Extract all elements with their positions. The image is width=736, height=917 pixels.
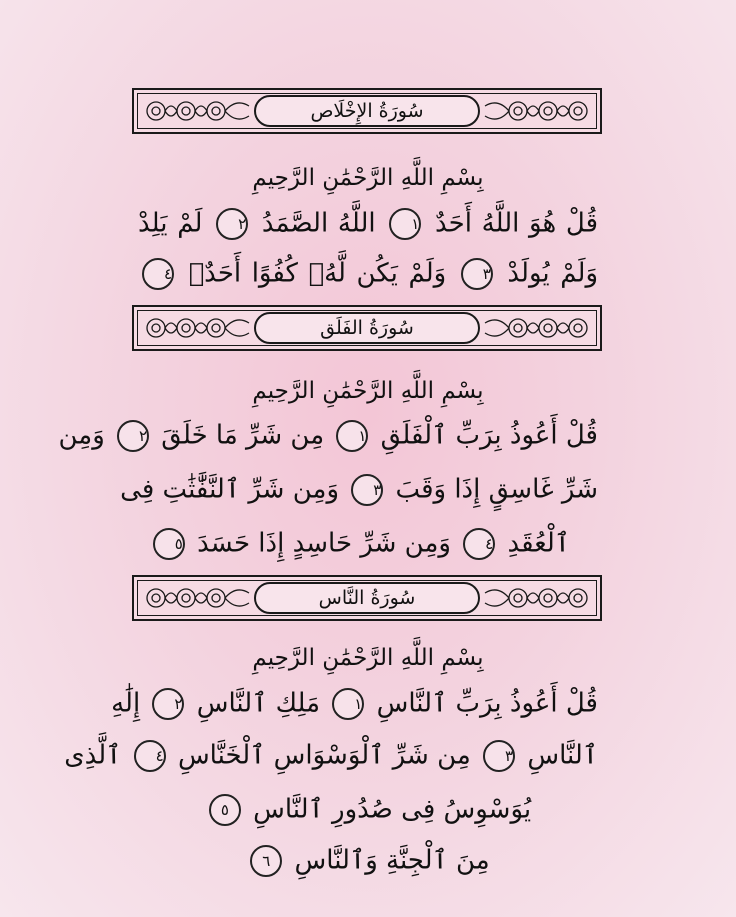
verse-line xyxy=(170,528,570,560)
verse-line xyxy=(138,845,598,877)
verse-text: وَلَمْ يَكُن لَّهُۥ كُفُوًا أَحَدٌۢ xyxy=(188,258,447,289)
verse-text: مِنَ ٱلْجِنَّةِ وَٱلنَّاسِ xyxy=(294,845,490,876)
verse-text: اللَّهُ الصَّمَدُ xyxy=(261,208,376,239)
surah-title-cartouche xyxy=(254,312,480,344)
verse-text: مِن شَرِّ ٱلْوَسْوَاسِ ٱلْخَنَّاسِ xyxy=(177,740,471,771)
surah-title-cartouche xyxy=(254,582,480,614)
verse-number-marker: ٣ xyxy=(461,258,493,290)
verse-text: قُلْ أَعُوذُ بِرَبِّ ٱلنَّاسِ xyxy=(376,688,598,719)
verse-text: قُلْ هُوَ اللَّهُ أَحَدٌ xyxy=(435,208,598,239)
verse-text: ٱلنَّاسِ xyxy=(527,740,598,771)
ornament-icon xyxy=(141,313,259,343)
verse-text: لَمْ يَلِدْ xyxy=(138,208,203,239)
verse-line xyxy=(64,740,598,772)
ornament-icon xyxy=(141,583,259,613)
verse-text: وَمِن xyxy=(58,420,105,451)
verse-text: وَمِن شَرِّ ٱلنَّفَّٰثَٰتِ فِى xyxy=(120,474,340,505)
verse-number-marker: ١ xyxy=(336,420,368,452)
verse-number-marker: ٦ xyxy=(250,845,282,877)
verse-line xyxy=(120,474,598,506)
ornament-icon xyxy=(475,96,593,126)
verse-number-marker: ٢ xyxy=(216,208,248,240)
verse-text: وَلَمْ يُولَدْ xyxy=(507,258,598,289)
verse-text: ٱلَّذِى xyxy=(64,740,122,771)
verse-line xyxy=(138,258,598,290)
verse-number-marker: ١ xyxy=(389,208,421,240)
verse-number-marker: ٥ xyxy=(209,794,241,826)
surah-header-nas xyxy=(132,575,602,621)
basmala: بِسْمِ اللَّهِ الرَّحْمَٰنِ الرَّحِيمِ xyxy=(252,378,484,404)
basmala: بِسْمِ اللَّهِ الرَّحْمَٰنِ الرَّحِيمِ xyxy=(252,645,484,671)
surah-header-ikhlas xyxy=(132,88,602,134)
verse-line xyxy=(58,420,598,452)
verse-text: شَرِّ غَاسِقٍ إِذَا وَقَبَ xyxy=(395,474,598,505)
ornament-icon xyxy=(475,583,593,613)
verse-text: ٱلْعُقَدِ xyxy=(507,528,570,559)
verse-text: مِن شَرِّ مَا خَلَقَ xyxy=(161,420,325,451)
verse-number-marker: ٤ xyxy=(142,258,174,290)
verse-number-marker: ٤ xyxy=(134,740,166,772)
verse-number-marker: ٤ xyxy=(463,528,495,560)
verse-text: وَمِن شَرِّ حَاسِدٍ إِذَا حَسَدَ xyxy=(197,528,451,559)
verse-number-marker: ٣ xyxy=(483,740,515,772)
surah-title-cartouche xyxy=(254,95,480,127)
surah-title: سُورَةُ الإِخْلَاص xyxy=(310,100,424,122)
verse-text: إِلَٰهِ xyxy=(111,688,141,719)
verse-number-marker: ٣ xyxy=(351,474,383,506)
verse-text: قُلْ أَعُوذُ بِرَبِّ ٱلْفَلَقِ xyxy=(380,420,598,451)
verse-number-marker: ١ xyxy=(332,688,364,720)
ornament-icon xyxy=(475,313,593,343)
basmala: بِسْمِ اللَّهِ الرَّحْمَٰنِ الرَّحِيمِ xyxy=(252,165,484,191)
verse-line xyxy=(138,794,598,826)
verse-number-marker: ٢ xyxy=(152,688,184,720)
ornament-icon xyxy=(141,96,259,126)
verse-number-marker: ٥ xyxy=(153,528,185,560)
surah-title: سُورَةُ النَّاس xyxy=(318,587,416,609)
verse-line xyxy=(111,688,598,720)
verse-number-marker: ٢ xyxy=(117,420,149,452)
verse-line xyxy=(138,208,598,240)
surah-header-falaq xyxy=(132,305,602,351)
verse-text: مَلِكِ ٱلنَّاسِ xyxy=(196,688,321,719)
surah-title: سُورَةُ الفَلَق xyxy=(320,317,414,339)
verse-text: يُوَسْوِسُ فِى صُدُورِ ٱلنَّاسِ xyxy=(253,794,532,825)
